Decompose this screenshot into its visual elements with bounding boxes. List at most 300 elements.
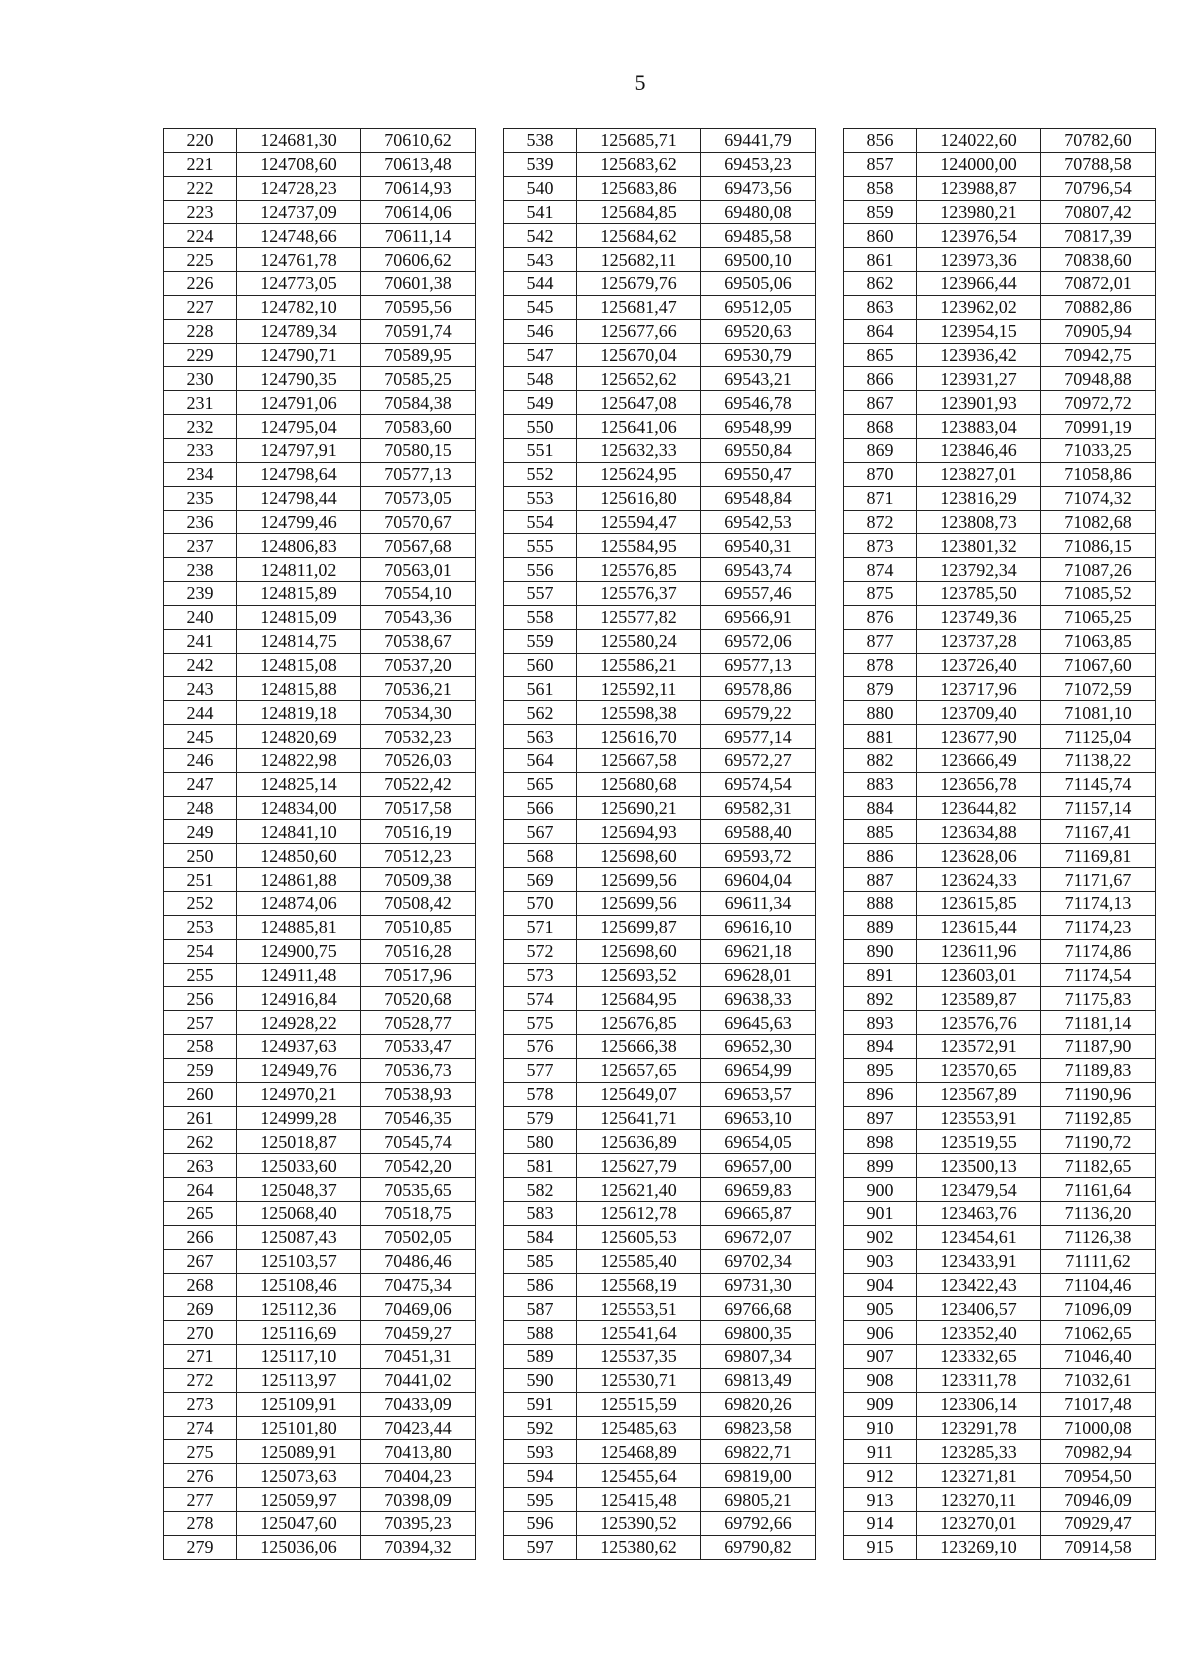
point-number-cell: 230 <box>164 367 237 391</box>
y-coordinate-cell: 70528,77 <box>361 1011 476 1035</box>
x-coordinate-cell: 125647,08 <box>577 391 701 415</box>
y-coordinate-cell: 71136,20 <box>1041 1201 1156 1225</box>
x-coordinate-cell: 124815,08 <box>237 653 361 677</box>
x-coordinate-cell: 125113,97 <box>237 1368 361 1392</box>
point-number-cell: 586 <box>504 1273 577 1297</box>
y-coordinate-cell: 69665,87 <box>701 1201 816 1225</box>
column-gap <box>476 820 504 844</box>
y-coordinate-cell: 69819,00 <box>701 1464 816 1488</box>
y-coordinate-cell: 70573,05 <box>361 486 476 510</box>
y-coordinate-cell: 71157,14 <box>1041 796 1156 820</box>
x-coordinate-cell: 125681,47 <box>577 295 701 319</box>
y-coordinate-cell: 69578,86 <box>701 677 816 701</box>
x-coordinate-cell: 125612,78 <box>577 1201 701 1225</box>
point-number-cell: 276 <box>164 1464 237 1488</box>
point-number-cell: 876 <box>844 605 917 629</box>
table-row <box>164 1154 1156 1178</box>
y-coordinate-cell: 71081,10 <box>1041 701 1156 725</box>
y-coordinate-cell: 69546,78 <box>701 391 816 415</box>
point-number-cell: 870 <box>844 462 917 486</box>
x-coordinate-cell: 123576,76 <box>917 1011 1041 1035</box>
x-coordinate-cell: 124820,69 <box>237 725 361 749</box>
column-gap <box>816 1392 844 1416</box>
column-gap <box>476 367 504 391</box>
point-number-cell: 238 <box>164 558 237 582</box>
x-coordinate-cell: 124773,05 <box>237 272 361 296</box>
y-coordinate-cell: 69548,99 <box>701 415 816 439</box>
x-coordinate-cell: 124806,83 <box>237 534 361 558</box>
y-coordinate-cell: 71074,32 <box>1041 486 1156 510</box>
table-row <box>164 1368 1156 1392</box>
x-coordinate-cell: 123352,40 <box>917 1321 1041 1345</box>
y-coordinate-cell: 70872,01 <box>1041 272 1156 296</box>
x-coordinate-cell: 125684,62 <box>577 224 701 248</box>
y-coordinate-cell: 71175,83 <box>1041 987 1156 1011</box>
table-row <box>164 1106 1156 1130</box>
point-number-cell: 861 <box>844 248 917 272</box>
y-coordinate-cell: 69588,40 <box>701 820 816 844</box>
column-gap <box>816 915 844 939</box>
x-coordinate-cell: 125068,40 <box>237 1201 361 1225</box>
column-gap <box>816 963 844 987</box>
x-coordinate-cell: 124874,06 <box>237 892 361 916</box>
x-coordinate-cell: 125682,11 <box>577 248 701 272</box>
column-gap <box>476 176 504 200</box>
column-gap <box>476 1011 504 1035</box>
table-row <box>164 1178 1156 1202</box>
column-gap <box>816 415 844 439</box>
column-gap <box>816 486 844 510</box>
point-number-cell: 909 <box>844 1392 917 1416</box>
column-gap <box>476 796 504 820</box>
point-number-cell: 580 <box>504 1130 577 1154</box>
y-coordinate-cell: 69441,79 <box>701 129 816 153</box>
table-row <box>164 391 1156 415</box>
table-row <box>164 987 1156 1011</box>
point-number-cell: 256 <box>164 987 237 1011</box>
x-coordinate-cell: 125684,95 <box>577 987 701 1011</box>
column-gap <box>476 1225 504 1249</box>
x-coordinate-cell: 125652,62 <box>577 367 701 391</box>
y-coordinate-cell: 70905,94 <box>1041 319 1156 343</box>
point-number-cell: 247 <box>164 772 237 796</box>
x-coordinate-cell: 123931,27 <box>917 367 1041 391</box>
point-number-cell: 257 <box>164 1011 237 1035</box>
y-coordinate-cell: 70807,42 <box>1041 200 1156 224</box>
table-row <box>164 939 1156 963</box>
x-coordinate-cell: 124798,44 <box>237 486 361 510</box>
x-coordinate-cell: 123666,49 <box>917 748 1041 772</box>
point-number-cell: 279 <box>164 1535 237 1559</box>
x-coordinate-cell: 125577,82 <box>577 605 701 629</box>
column-gap <box>816 748 844 772</box>
x-coordinate-cell: 125586,21 <box>577 653 701 677</box>
point-number-cell: 228 <box>164 319 237 343</box>
y-coordinate-cell: 69574,54 <box>701 772 816 796</box>
x-coordinate-cell: 125485,63 <box>577 1416 701 1440</box>
y-coordinate-cell: 70991,19 <box>1041 415 1156 439</box>
column-gap <box>816 319 844 343</box>
point-number-cell: 242 <box>164 653 237 677</box>
x-coordinate-cell: 125627,79 <box>577 1154 701 1178</box>
x-coordinate-cell: 125537,35 <box>577 1345 701 1369</box>
point-number-cell: 894 <box>844 1035 917 1059</box>
point-number-cell: 254 <box>164 939 237 963</box>
x-coordinate-cell: 125101,80 <box>237 1416 361 1440</box>
column-gap <box>476 1511 504 1535</box>
column-gap <box>816 176 844 200</box>
x-coordinate-cell: 125109,91 <box>237 1392 361 1416</box>
point-number-cell: 887 <box>844 868 917 892</box>
x-coordinate-cell: 125585,40 <box>577 1249 701 1273</box>
point-number-cell: 549 <box>504 391 577 415</box>
x-coordinate-cell: 125594,47 <box>577 510 701 534</box>
point-number-cell: 902 <box>844 1225 917 1249</box>
y-coordinate-cell: 70451,31 <box>361 1345 476 1369</box>
point-number-cell: 892 <box>844 987 917 1011</box>
x-coordinate-cell: 123980,21 <box>917 200 1041 224</box>
x-coordinate-cell: 125541,64 <box>577 1321 701 1345</box>
x-coordinate-cell: 123311,78 <box>917 1368 1041 1392</box>
column-gap <box>476 558 504 582</box>
y-coordinate-cell: 71174,23 <box>1041 915 1156 939</box>
point-number-cell: 543 <box>504 248 577 272</box>
x-coordinate-cell: 125380,62 <box>577 1535 701 1559</box>
x-coordinate-cell: 125699,87 <box>577 915 701 939</box>
point-number-cell: 579 <box>504 1106 577 1130</box>
point-number-cell: 875 <box>844 582 917 606</box>
point-number-cell: 863 <box>844 295 917 319</box>
point-number-cell: 877 <box>844 629 917 653</box>
column-gap <box>816 1488 844 1512</box>
x-coordinate-cell: 123567,89 <box>917 1082 1041 1106</box>
point-number-cell: 239 <box>164 582 237 606</box>
point-number-cell: 269 <box>164 1297 237 1321</box>
x-coordinate-cell: 123433,91 <box>917 1249 1041 1273</box>
x-coordinate-cell: 123553,91 <box>917 1106 1041 1130</box>
y-coordinate-cell: 70580,15 <box>361 438 476 462</box>
x-coordinate-cell: 123883,04 <box>917 415 1041 439</box>
point-number-cell: 881 <box>844 725 917 749</box>
point-number-cell: 871 <box>844 486 917 510</box>
x-coordinate-cell: 123808,73 <box>917 510 1041 534</box>
point-number-cell: 222 <box>164 176 237 200</box>
x-coordinate-cell: 125576,37 <box>577 582 701 606</box>
column-gap <box>816 295 844 319</box>
x-coordinate-cell: 123615,44 <box>917 915 1041 939</box>
y-coordinate-cell: 69453,23 <box>701 152 816 176</box>
x-coordinate-cell: 123500,13 <box>917 1154 1041 1178</box>
table-row <box>164 725 1156 749</box>
y-coordinate-cell: 70929,47 <box>1041 1511 1156 1535</box>
y-coordinate-cell: 71192,85 <box>1041 1106 1156 1130</box>
x-coordinate-cell: 123454,61 <box>917 1225 1041 1249</box>
y-coordinate-cell: 69500,10 <box>701 248 816 272</box>
y-coordinate-cell: 71085,52 <box>1041 582 1156 606</box>
y-coordinate-cell: 71072,59 <box>1041 677 1156 701</box>
x-coordinate-cell: 123801,32 <box>917 534 1041 558</box>
point-number-cell: 246 <box>164 748 237 772</box>
x-coordinate-cell: 125568,19 <box>577 1273 701 1297</box>
column-gap <box>816 510 844 534</box>
table-row <box>164 1225 1156 1249</box>
x-coordinate-cell: 123332,65 <box>917 1345 1041 1369</box>
table-row <box>164 1321 1156 1345</box>
column-gap <box>476 486 504 510</box>
column-gap <box>476 248 504 272</box>
point-number-cell: 227 <box>164 295 237 319</box>
point-number-cell: 223 <box>164 200 237 224</box>
y-coordinate-cell: 69577,13 <box>701 653 816 677</box>
point-number-cell: 899 <box>844 1154 917 1178</box>
x-coordinate-cell: 124815,89 <box>237 582 361 606</box>
y-coordinate-cell: 70589,95 <box>361 343 476 367</box>
point-number-cell: 584 <box>504 1225 577 1249</box>
point-number-cell: 253 <box>164 915 237 939</box>
x-coordinate-cell: 125468,89 <box>577 1440 701 1464</box>
point-number-cell: 267 <box>164 1249 237 1273</box>
point-number-cell: 869 <box>844 438 917 462</box>
y-coordinate-cell: 71138,22 <box>1041 748 1156 772</box>
table-row <box>164 510 1156 534</box>
x-coordinate-cell: 125592,11 <box>577 677 701 701</box>
x-coordinate-cell: 123709,40 <box>917 701 1041 725</box>
point-number-cell: 900 <box>844 1178 917 1202</box>
column-gap <box>816 725 844 749</box>
point-number-cell: 910 <box>844 1416 917 1440</box>
column-gap <box>476 1178 504 1202</box>
x-coordinate-cell: 124900,75 <box>237 939 361 963</box>
y-coordinate-cell: 69512,05 <box>701 295 816 319</box>
point-number-cell: 911 <box>844 1440 917 1464</box>
point-number-cell: 266 <box>164 1225 237 1249</box>
point-number-cell: 886 <box>844 844 917 868</box>
y-coordinate-cell: 70534,30 <box>361 701 476 725</box>
point-number-cell: 252 <box>164 892 237 916</box>
y-coordinate-cell: 70838,60 <box>1041 248 1156 272</box>
y-coordinate-cell: 70537,20 <box>361 653 476 677</box>
point-number-cell: 590 <box>504 1368 577 1392</box>
point-number-cell: 268 <box>164 1273 237 1297</box>
point-number-cell: 907 <box>844 1345 917 1369</box>
column-gap <box>476 415 504 439</box>
x-coordinate-cell: 125530,71 <box>577 1368 701 1392</box>
x-coordinate-cell: 123589,87 <box>917 987 1041 1011</box>
point-number-cell: 859 <box>844 200 917 224</box>
point-number-cell: 245 <box>164 725 237 749</box>
x-coordinate-cell: 125390,52 <box>577 1511 701 1535</box>
column-gap <box>816 677 844 701</box>
point-number-cell: 270 <box>164 1321 237 1345</box>
y-coordinate-cell: 70532,23 <box>361 725 476 749</box>
y-coordinate-cell: 69611,34 <box>701 892 816 916</box>
y-coordinate-cell: 69652,30 <box>701 1035 816 1059</box>
x-coordinate-cell: 123966,44 <box>917 272 1041 296</box>
column-gap <box>476 1201 504 1225</box>
column-gap <box>816 844 844 868</box>
table-row <box>164 176 1156 200</box>
x-coordinate-cell: 123291,78 <box>917 1416 1041 1440</box>
x-coordinate-cell: 124949,76 <box>237 1058 361 1082</box>
table-row <box>164 772 1156 796</box>
y-coordinate-cell: 69653,57 <box>701 1082 816 1106</box>
x-coordinate-cell: 125515,59 <box>577 1392 701 1416</box>
column-gap <box>476 653 504 677</box>
y-coordinate-cell: 70567,68 <box>361 534 476 558</box>
point-number-cell: 589 <box>504 1345 577 1369</box>
table-row <box>164 1440 1156 1464</box>
column-gap <box>816 701 844 725</box>
point-number-cell: 915 <box>844 1535 917 1559</box>
point-number-cell: 556 <box>504 558 577 582</box>
y-coordinate-cell: 70469,06 <box>361 1297 476 1321</box>
point-number-cell: 274 <box>164 1416 237 1440</box>
table-row <box>164 1249 1156 1273</box>
column-gap <box>816 1440 844 1464</box>
y-coordinate-cell: 70972,72 <box>1041 391 1156 415</box>
column-gap <box>476 272 504 296</box>
y-coordinate-cell: 70475,34 <box>361 1273 476 1297</box>
point-number-cell: 908 <box>844 1368 917 1392</box>
x-coordinate-cell: 125033,60 <box>237 1154 361 1178</box>
y-coordinate-cell: 70538,93 <box>361 1082 476 1106</box>
y-coordinate-cell: 69540,31 <box>701 534 816 558</box>
point-number-cell: 558 <box>504 605 577 629</box>
x-coordinate-cell: 125677,66 <box>577 319 701 343</box>
point-number-cell: 261 <box>164 1106 237 1130</box>
column-gap <box>476 844 504 868</box>
x-coordinate-cell: 125680,68 <box>577 772 701 796</box>
table-row <box>164 1416 1156 1440</box>
point-number-cell: 548 <box>504 367 577 391</box>
x-coordinate-cell: 125641,06 <box>577 415 701 439</box>
point-number-cell: 553 <box>504 486 577 510</box>
point-number-cell: 874 <box>844 558 917 582</box>
x-coordinate-cell: 124928,22 <box>237 1011 361 1035</box>
x-coordinate-cell: 123749,36 <box>917 605 1041 629</box>
y-coordinate-cell: 71187,90 <box>1041 1035 1156 1059</box>
y-coordinate-cell: 70522,42 <box>361 772 476 796</box>
point-number-cell: 220 <box>164 129 237 153</box>
table-row <box>164 1297 1156 1321</box>
y-coordinate-cell: 69550,84 <box>701 438 816 462</box>
point-number-cell: 263 <box>164 1154 237 1178</box>
table-row <box>164 1058 1156 1082</box>
x-coordinate-cell: 123570,65 <box>917 1058 1041 1082</box>
x-coordinate-cell: 124789,34 <box>237 319 361 343</box>
x-coordinate-cell: 125657,65 <box>577 1058 701 1082</box>
table-row <box>164 1273 1156 1297</box>
point-number-cell: 244 <box>164 701 237 725</box>
y-coordinate-cell: 70914,58 <box>1041 1535 1156 1559</box>
x-coordinate-cell: 123962,02 <box>917 295 1041 319</box>
y-coordinate-cell: 70601,38 <box>361 272 476 296</box>
y-coordinate-cell: 69548,84 <box>701 486 816 510</box>
point-number-cell: 237 <box>164 534 237 558</box>
column-gap <box>476 1416 504 1440</box>
y-coordinate-cell: 71169,81 <box>1041 844 1156 868</box>
x-coordinate-cell: 123785,50 <box>917 582 1041 606</box>
point-number-cell: 866 <box>844 367 917 391</box>
y-coordinate-cell: 69572,27 <box>701 748 816 772</box>
x-coordinate-cell: 123901,93 <box>917 391 1041 415</box>
column-gap <box>816 224 844 248</box>
y-coordinate-cell: 69582,31 <box>701 796 816 820</box>
column-gap <box>476 1154 504 1178</box>
point-number-cell: 582 <box>504 1178 577 1202</box>
column-gap <box>816 1535 844 1559</box>
column-gap <box>476 1535 504 1559</box>
y-coordinate-cell: 71065,25 <box>1041 605 1156 629</box>
point-number-cell: 241 <box>164 629 237 653</box>
coordinates-table <box>163 128 1156 1560</box>
table-row <box>164 820 1156 844</box>
y-coordinate-cell: 69616,10 <box>701 915 816 939</box>
y-coordinate-cell: 69657,00 <box>701 1154 816 1178</box>
y-coordinate-cell: 71161,64 <box>1041 1178 1156 1202</box>
table-row <box>164 582 1156 606</box>
point-number-cell: 259 <box>164 1058 237 1082</box>
column-gap <box>476 391 504 415</box>
x-coordinate-cell: 125624,95 <box>577 462 701 486</box>
column-gap <box>476 629 504 653</box>
y-coordinate-cell: 69702,34 <box>701 1249 816 1273</box>
y-coordinate-cell: 69672,07 <box>701 1225 816 1249</box>
point-number-cell: 561 <box>504 677 577 701</box>
point-number-cell: 895 <box>844 1058 917 1082</box>
column-gap <box>816 1130 844 1154</box>
table-row <box>164 915 1156 939</box>
x-coordinate-cell: 125048,37 <box>237 1178 361 1202</box>
coordinates-table-body <box>164 129 1156 1560</box>
column-gap <box>816 796 844 820</box>
y-coordinate-cell: 70545,74 <box>361 1130 476 1154</box>
column-gap <box>476 1035 504 1059</box>
column-gap <box>816 1321 844 1345</box>
x-coordinate-cell: 125698,60 <box>577 939 701 963</box>
y-coordinate-cell: 71126,38 <box>1041 1225 1156 1249</box>
column-gap <box>816 1082 844 1106</box>
y-coordinate-cell: 70595,56 <box>361 295 476 319</box>
x-coordinate-cell: 123634,88 <box>917 820 1041 844</box>
y-coordinate-cell: 71087,26 <box>1041 558 1156 582</box>
x-coordinate-cell: 125605,53 <box>577 1225 701 1249</box>
column-gap <box>476 1464 504 1488</box>
y-coordinate-cell: 71096,09 <box>1041 1297 1156 1321</box>
table-row <box>164 1011 1156 1035</box>
point-number-cell: 904 <box>844 1273 917 1297</box>
y-coordinate-cell: 70954,50 <box>1041 1464 1156 1488</box>
y-coordinate-cell: 69485,58 <box>701 224 816 248</box>
point-number-cell: 559 <box>504 629 577 653</box>
y-coordinate-cell: 71174,54 <box>1041 963 1156 987</box>
column-gap <box>816 367 844 391</box>
point-number-cell: 595 <box>504 1488 577 1512</box>
column-gap <box>476 677 504 701</box>
point-number-cell: 873 <box>844 534 917 558</box>
x-coordinate-cell: 125087,43 <box>237 1225 361 1249</box>
point-number-cell: 581 <box>504 1154 577 1178</box>
point-number-cell: 913 <box>844 1488 917 1512</box>
x-coordinate-cell: 125580,24 <box>577 629 701 653</box>
x-coordinate-cell: 125641,71 <box>577 1106 701 1130</box>
point-number-cell: 563 <box>504 725 577 749</box>
point-number-cell: 884 <box>844 796 917 820</box>
y-coordinate-cell: 69820,26 <box>701 1392 816 1416</box>
point-number-cell: 251 <box>164 868 237 892</box>
table-row <box>164 653 1156 677</box>
column-gap <box>816 1297 844 1321</box>
